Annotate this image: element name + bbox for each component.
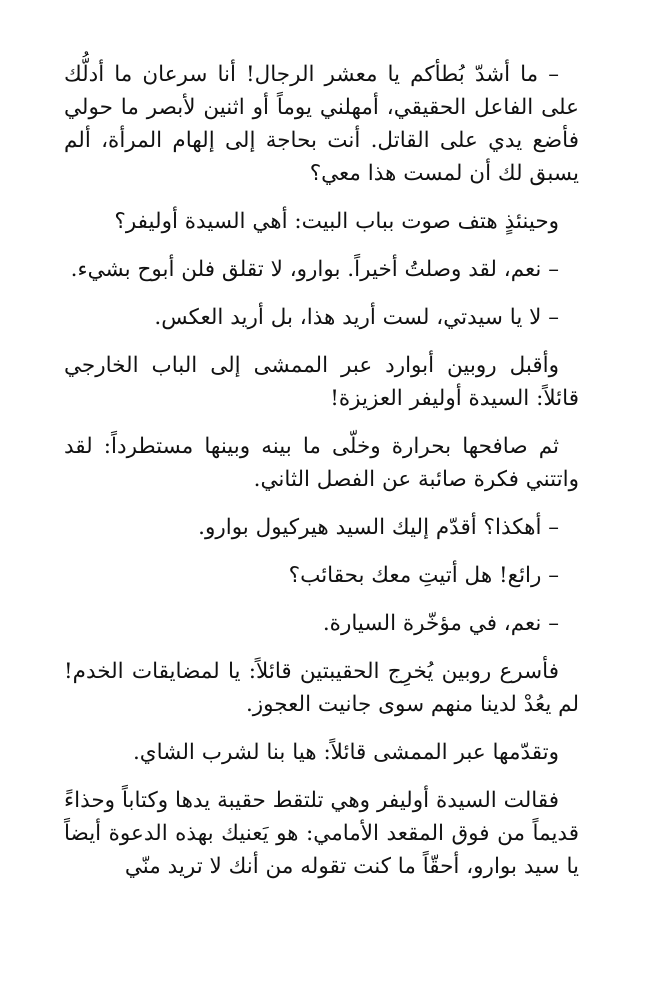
paragraph-5: وأقبل روبين أبوارد عبر الممشى إلى الباب الخارجي قائلاً: السيدة أوليفر العزيزة! [64,353,579,411]
paragraph-7: – أهكذا؟ أقدّم إليك السيد هيركيول بوارو. [198,515,559,540]
paragraph-1: – ما أشدّ بُطأكم يا معشر الرجال! أنا سرعان ما أدلُّك على الفاعل الحقيقي، أمهلني يوماً أو اثنين لأبصر ما حولي فأضع يدي على القاتل. أنت بحاجة إلى إلهام المرأة، ألم يسبق لك أن لمست هذا معي؟ [64,62,579,186]
paragraph-2: وحينئذٍ هتف صوت بباب البيت: أهي السيدة أوليفر؟ [114,209,559,234]
paragraph-9: – نعم، في مؤخّرة السيارة. [322,611,559,636]
paragraph-4: – لا يا سيدتي، لست أريد هذا، بل أريد العكس. [154,305,559,330]
paragraph-8: – رائع! هل أتيتِ معك بحقائب؟ [288,563,559,588]
paragraph-12: فقالت السيدة أوليفر وهي تلتقط حقيبة يدها وكتاباً وحذاءً قديماً من فوق المقعد الأمامي: هو يَعنيك بهذه الدعوة أيضاً يا سيد بوارو، أحقّاً ما كنت تقوله من أنك لا تريد منّي [64,788,579,879]
paragraph-10: فأسرع روبين يُخرِج الحقيبتين قائلاً: يا لمضايقات الخدم! لم يعُدْ لدينا منهم سوى جانيت العجوز. [64,659,579,717]
paragraph-11: وتقدّمها عبر الممشى قائلاً: هيا بنا لشرب الشاي. [132,740,559,765]
paragraph-3: – نعم، لقد وصلتُ أخيراً. بوارو، لا تقلق فلن أبوح بشيء. [70,257,559,282]
paragraph-6: ثم صافحها بحرارة وخلّى ما بينه وبينها مستطرداً: لقد واتتني فكرة صائبة عن الفصل الثاني. [64,434,579,492]
